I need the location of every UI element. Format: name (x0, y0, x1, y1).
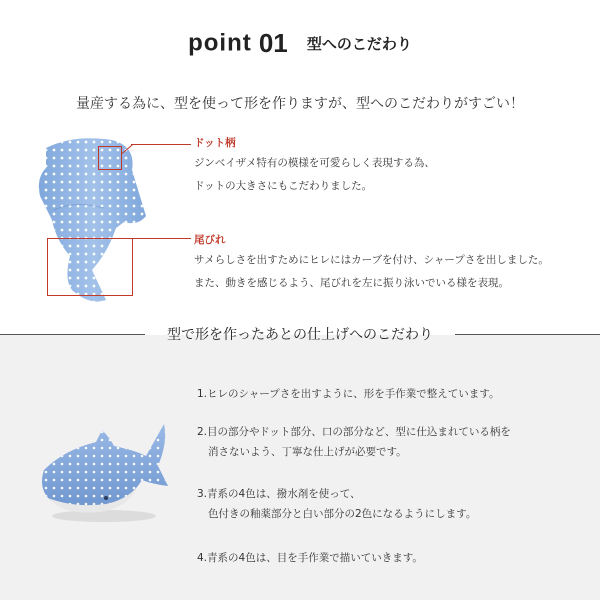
dot-pattern-callout-box (98, 146, 122, 170)
step-3 (197, 484, 476, 524)
lead-text: 量産する為に、型を使って形を作りますが、型へのこだわりがすごい！ (76, 96, 524, 112)
section2-title (0, 324, 600, 344)
dot-pattern-callout-line-horizontal (131, 144, 191, 145)
section-heading (0, 28, 600, 59)
description-line: また、動きを感じるよう、尾びれを左に振り泳いでいる様を表現。 (194, 277, 509, 289)
heading-number: 01 (258, 28, 288, 58)
description-line: サメらしさを出すためにヒレにはカーブを付け、シャープさを出しました。 (194, 254, 549, 266)
step-line: 1.ヒレのシャープさを出すように、形を手作業で整えています。 (197, 388, 500, 400)
step-line: 3.青系の4色は、撥水剤を使って、 (197, 488, 361, 500)
description-line: ドットの大きさにもこだわりました。 (194, 180, 373, 192)
heading-point: point (188, 29, 252, 57)
step-1 (197, 384, 499, 404)
feature-label-dot-pattern: ドット柄 (194, 137, 236, 149)
whale-shark-side-image (34, 420, 174, 530)
step-line: 消さないよう、丁寧な仕上げが必要です。 (208, 446, 407, 458)
tail-fin-callout-line (133, 238, 191, 239)
tail-fin-callout-box (47, 238, 133, 296)
step-line: 4.青系の4色は、目を手作業で描いていきます。 (197, 552, 423, 564)
feature-description-dot-pattern (194, 152, 435, 198)
step-line: 2.目の部分やドット部分、口の部分など、型に仕込まれている柄を (197, 426, 511, 438)
description-line: ジンベイザメ特有の模様を可愛らしく表現する為、 (194, 157, 435, 169)
section2-title-text: 型で形を作ったあとの仕上げへのこだわり (167, 327, 433, 343)
step-2 (197, 422, 511, 462)
feature-label-tail-fin: 尾びれ (194, 234, 226, 246)
heading-subtitle: 型へのこだわり (306, 35, 412, 53)
feature-description-tail-fin (194, 249, 549, 295)
step-4 (197, 548, 423, 568)
step-line: 色付きの釉薬部分と白い部分の2色になるようにします。 (208, 508, 477, 520)
